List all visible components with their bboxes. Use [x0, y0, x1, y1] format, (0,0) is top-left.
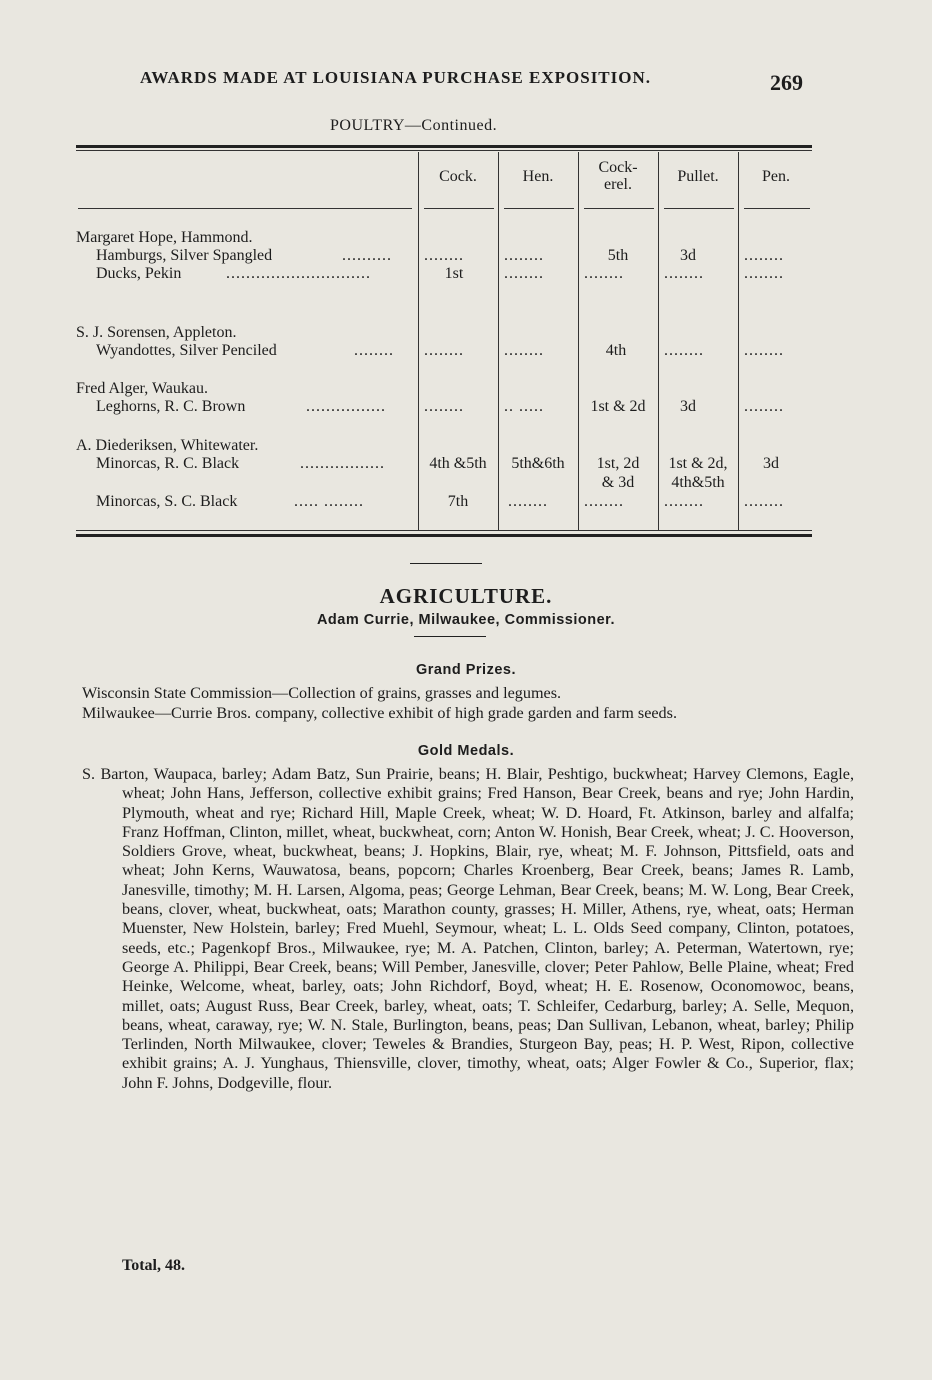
leader-dots: ........	[354, 342, 394, 359]
leader-dots: .................	[300, 455, 385, 472]
running-title: AWARDS MADE AT LOUISIANA PURCHASE EXPOSITION.	[140, 68, 652, 87]
gold-medals-heading: Gold Medals.	[417, 743, 515, 759]
award-cock: 4th &5th	[429, 455, 487, 472]
empty-cell-dots: .. .....	[504, 398, 544, 415]
award-cockerel: 5th	[607, 247, 629, 264]
award-pullet-cont: 4th&5th	[671, 474, 725, 491]
empty-cell-dots: ........	[744, 265, 784, 282]
leader-dots: ................	[306, 398, 386, 415]
column-header-cockerel-line1: Cock-	[598, 159, 638, 176]
award-cock: 7th	[447, 493, 469, 510]
award-cockerel: 4th	[605, 342, 627, 359]
commissioner-line: Adam Currie, Milwaukee, Commissioner.	[316, 612, 616, 628]
column-divider	[498, 152, 499, 530]
column-header-cock: Cock.	[439, 168, 477, 185]
empty-cell-dots: ........	[424, 342, 464, 359]
award-cockerel-cont: & 3d	[601, 474, 635, 491]
award-hen: 5th&6th	[511, 455, 565, 472]
empty-cell-dots: ........	[744, 398, 784, 415]
column-header-cockerel	[578, 159, 658, 193]
exhibitor-name: S. J. Sorensen, Appleton.	[76, 324, 237, 341]
empty-cell-dots: ........	[508, 493, 548, 510]
column-header-cockerel-line2: erel.	[604, 176, 632, 193]
breed-label: Leghorns, R. C. Brown	[96, 398, 246, 415]
award-pullet: 1st & 2d,	[668, 455, 728, 472]
empty-cell-dots: ........	[424, 247, 464, 264]
empty-cell-dots: ........	[664, 342, 704, 359]
column-header-pen: Pen.	[762, 168, 790, 185]
breed-label: Hamburgs, Silver Spangled	[96, 247, 273, 264]
header-underline	[78, 208, 412, 209]
column-header-pullet: Pullet.	[677, 168, 719, 185]
award-cockerel: 1st, 2d	[596, 455, 640, 472]
grand-prize-entry: Wisconsin State Commission—Collection of grains, grasses and legumes.	[82, 684, 562, 702]
award-cock: 1st	[444, 265, 464, 282]
header-underline	[504, 208, 574, 209]
award-cockerel: 1st & 2d	[590, 398, 646, 415]
breed-label: Minorcas, R. C. Black	[96, 455, 240, 472]
leader-dots: .............................	[226, 265, 371, 282]
grand-prize-entry: Milwaukee—Currie Bros. company, collective exhibit of high grade garden and farm seeds.	[82, 704, 678, 722]
page-number: 269	[770, 70, 803, 95]
award-pullet: 3d	[680, 247, 696, 264]
column-header-hen: Hen.	[522, 168, 554, 185]
header-underline	[744, 208, 810, 209]
breed-label: Wyandottes, Silver Penciled	[96, 342, 277, 359]
empty-cell-dots: ........	[504, 342, 544, 359]
table-bottom-rule-thin	[76, 530, 812, 531]
exhibitor-name: A. Diederiksen, Whitewater.	[76, 437, 259, 454]
table-top-rule	[76, 145, 812, 148]
header-underline	[584, 208, 654, 209]
column-divider	[738, 152, 739, 530]
table-bottom-rule	[76, 534, 812, 537]
section-divider	[410, 563, 482, 564]
section-subtitle: POULTRY—Continued.	[330, 117, 498, 134]
table-top-rule-thin	[76, 150, 812, 151]
header-underline	[664, 208, 734, 209]
gold-medals-total: Total, 48.	[122, 1257, 185, 1274]
column-divider	[418, 152, 419, 530]
empty-cell-dots: ........	[744, 247, 784, 264]
breed-label: Minorcas, S. C. Black	[96, 493, 238, 510]
gold-medals-list: S. Barton, Waupaca, barley; Adam Batz, Sun Prairie, beans; H. Blair, Peshtigo, buckwheat; Harvey Clemons, Eagle, wheat; John Hans, Jefferson, collective exhibit grains; Fred Hanson, Bear Creek, beans and rye; John Hardin, Plymouth, wheat and rye; Richard Hill, Maple Creek, wheat; W. D. Hoard, Ft. Atkinson, barley and alfalfa; Franz Hoffman, Clinton, millet, wheat, buckwheat, corn; Anton W. Honish, Bear Creek, wheat; J. C. Hooverson, Soldiers Grove, wheat, buckwheat, beans; J. Hopkins, Blair, rye, wheat; M. F. Johnson, Pittsfield, oats and wheat; John Kerns, Wauwatosa, beans, popcorn; Charles Kroenberg, Bear Creek, beans; James R. Lamb, Janesville, timothy; M. H. Larsen, Algoma, peas; George Lehman, Bear Creek, beans; M. W. Long, Bear Creek, beans, clover, wheat, buckwheat, oats; Marathon county, grasses; H. Miller, Athens, rye, wheat, oats; Herman Muenster, New Holstein, barley; Fred Muehl, Seymour, wheat; L. L. Olds Seed company, Clinton, potatoes, seeds, etc.; Pagenkopf Bros., Milwaukee, rye; M. A. Patchen, Clinton, barley; A. Peterman, Watertown, rye; George A. Philippi, Bear Creek, beans; Will Pember, Janesville, clover; Peter Pahlow, Belle Plaine, wheat; Fred Heinke, Welcome, wheat, barley, oats; John Richdorf, Boyd, wheat; H. E. Rosenow, Oconomowoc, beans, millet, oats; August Russ, Bear Creek, barley, wheat, oats; T. Schleifer, Cedarburg, barley; A. Selle, Mequon, beans, wheat, caraway, rye; W. N. Stale, Burlington, beans, peas; Dan Sullivan, Lebanon, wheat, barley; Philip Terlinden, North Milwaukee, clover; Teweles & Brandies, Sturgeon Bay, peas; H. P. West, Ripon, collective exhibit grains; A. J. Yunghaus, Thiensville, clover, timothy, wheat, oats; Alger Fowler & Co., Superior, flax; John F. Johns, Dodgeville, flour.	[82, 765, 854, 1092]
award-pullet: 3d	[680, 398, 696, 415]
empty-cell-dots: ........	[664, 265, 704, 282]
empty-cell-dots: ........	[584, 493, 624, 510]
empty-cell-dots: ........	[424, 398, 464, 415]
grand-prizes-heading: Grand Prizes.	[416, 662, 516, 678]
exhibitor-name: Fred Alger, Waukau.	[76, 380, 208, 397]
exhibitor-name: Margaret Hope, Hammond.	[76, 229, 253, 246]
empty-cell-dots: ........	[744, 342, 784, 359]
award-pen: 3d	[763, 455, 779, 472]
empty-cell-dots: ........	[584, 265, 624, 282]
header-underline	[424, 208, 494, 209]
section-divider	[414, 636, 486, 637]
empty-cell-dots: ........	[504, 247, 544, 264]
breed-label: Ducks, Pekin	[96, 265, 182, 282]
agriculture-heading: AGRICULTURE.	[379, 584, 553, 608]
leader-dots: ..........	[342, 247, 392, 264]
leader-dots: ..... ........	[294, 493, 364, 510]
empty-cell-dots: ........	[744, 493, 784, 510]
empty-cell-dots: ........	[664, 493, 704, 510]
empty-cell-dots: ........	[504, 265, 544, 282]
